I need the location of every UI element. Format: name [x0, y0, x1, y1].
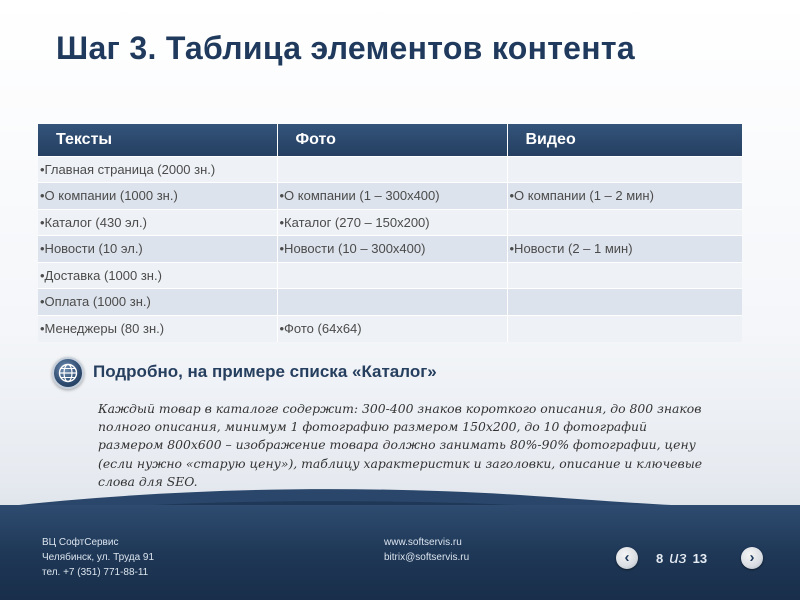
prev-slide-button[interactable]: ‹: [616, 547, 638, 569]
page-title: Шаг 3. Таблица элементов контента: [56, 30, 635, 66]
table-cell: [277, 156, 507, 183]
company-info: [42, 535, 154, 580]
header-photo: Фото: [277, 124, 507, 156]
table-row: [38, 236, 742, 263]
table-cell: •Фото (64x64): [277, 315, 507, 342]
table-cell: •Новости (10 эл.): [38, 236, 277, 263]
current-page: 8: [656, 551, 664, 566]
table-cell: [507, 289, 742, 316]
content-table: [38, 124, 742, 342]
table-cell: •Новости (2 – 1 мин): [507, 236, 742, 263]
table-row: [38, 209, 742, 236]
company-address: Челябинск, ул. Труда 91: [42, 552, 155, 563]
table-cell: •Менеджеры (80 зн.): [38, 315, 277, 342]
email-link[interactable]: bitrix@softservis.ru: [384, 552, 470, 563]
table-cell: [507, 262, 742, 289]
next-slide-button[interactable]: ›: [741, 547, 763, 569]
table-cell: •Доставка (1000 зн.): [38, 262, 277, 289]
total-pages: 13: [692, 551, 708, 566]
company-name: ВЦ СофтСервис: [42, 537, 119, 548]
table-cell: •Оплата (1000 зн.): [38, 289, 277, 316]
table-cell: •О компании (1000 зн.): [38, 183, 277, 210]
company-phone: тел. +7 (351) 771-88-11: [42, 567, 149, 578]
table-cell: [277, 289, 507, 316]
table-cell: •Каталог (430 эл.): [38, 209, 277, 236]
header-video: Видео: [507, 124, 742, 156]
table-cell: •Главная страница (2000 зн.): [38, 156, 277, 183]
table-cell: [277, 262, 507, 289]
section-subheading: Подробно, на примере списка «Каталог»: [93, 362, 437, 381]
table-cell: •О компании (1 – 300x400): [277, 183, 507, 210]
catalog-description: Каждый товар в каталоге содержит: 300-400 знаков короткого описания, до 800 знаков полного описания, минимум 1 фотографию размером 150x200, до 10 фотографий размером 800x600 – изображение товара должно занимать 80%-90% фотографии, цену (если нужно «старую цену»), таблицу характеристик и заголовки, описание и ключевые слова для SEO.: [98, 401, 703, 489]
table-row: [38, 262, 742, 289]
table-row: [38, 183, 742, 210]
table-cell: [507, 156, 742, 183]
table-cell: •Новости (10 – 300x400): [277, 236, 507, 263]
globe-icon: [52, 357, 84, 389]
website-link[interactable]: www.softservis.ru: [384, 537, 462, 548]
table-row: [38, 315, 742, 342]
contact-links: [384, 535, 469, 565]
table-cell: [507, 209, 742, 236]
table-cell: •Каталог (270 – 150x200): [277, 209, 507, 236]
table-cell: •О компании (1 – 2 мин): [507, 183, 742, 210]
table-cell: [507, 315, 742, 342]
page-of-label: из: [669, 548, 687, 567]
table-row: [38, 289, 742, 316]
table-row: [38, 156, 742, 183]
header-texts: Тексты: [38, 124, 277, 156]
table-header-row: [38, 124, 742, 156]
page-indicator: [656, 548, 707, 568]
